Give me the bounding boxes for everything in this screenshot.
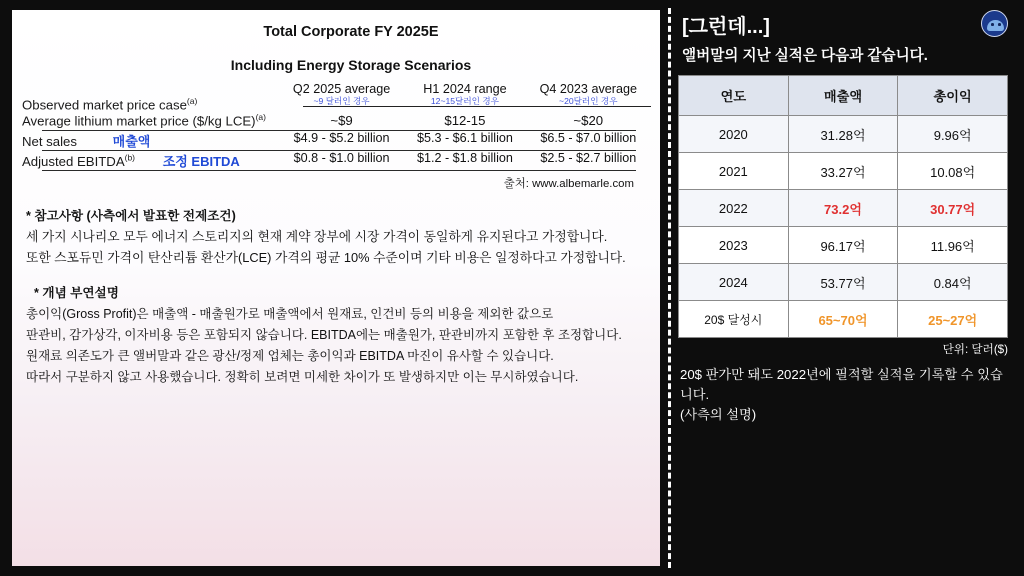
col-header-q4-2023: Q4 2023 average [539,82,637,96]
col-header-year: 연도 [679,76,789,116]
cell-note-q4: ~20달러인 경우 [559,96,618,106]
table-row [679,264,1008,301]
cell-year: 2023 [679,227,789,264]
avatar-icon [981,10,1008,37]
table-row-adjusted-ebitda [22,151,650,170]
avatar-face [987,20,1004,31]
right-footer-line-2: (사측의 설명) [680,406,757,422]
notes-line-3: 총이익(Gross Profit)은 매출액 - 매출원가로 매출액에서 원재료, 인건비 등의 비용을 제외한 값으로 [26,306,554,321]
cell-profit: 10.08억 [898,153,1008,190]
cell-year: 2022 [679,190,789,227]
cell-sales: 65~70억 [788,301,898,338]
row-label-observed-price: Observed market price case$^{(a)}$ [22,96,198,113]
table-row-observed-price [22,96,650,112]
cell-ebitda-h1: $1.2 - $1.8 billion [416,151,513,166]
cell-sales: 33.27억 [788,153,898,190]
avatar-eye-left [991,23,994,26]
table-row-net-sales [22,131,650,150]
row-label-adjusted-ebitda: Adjusted EBITDA$^{(b)}$ 조정 EBITDA [22,152,240,170]
cell-netsales-q2: $4.9 - $5.2 billion [293,131,390,146]
cell-year: 2024 [679,264,789,301]
table-title: Total Corporate FY 2025E [263,24,439,40]
cell-profit: 11.96억 [898,227,1008,264]
notes-section [12,195,660,387]
performance-table [678,75,1008,338]
cell-price-q4: ~$20 [573,113,604,129]
col-header-profit: 총이익 [898,76,1008,116]
vertical-dashed-divider [668,8,671,568]
table-subtitle: Including Energy Storage Scenarios [230,57,472,73]
cell-note-h1: 12~15달러인 경우 [430,96,499,106]
notes-line-4: 판관비, 감가상각, 이자비용 등은 포함되지 않습니다. EBITDA에는 매출원가, 판관비까지 포함한 후 조정합니다. [26,327,622,342]
table-row-avg-price [22,112,650,130]
row-label-adjusted-ebitda-kor: 조정 EBITDA [162,154,240,170]
cell-sales: 53.77억 [788,264,898,301]
cell-profit: 25~27억 [898,301,1008,338]
performance-table-header [679,76,1008,116]
cell-profit: 9.96억 [898,116,1008,153]
cell-ebitda-q4: $2.5 - $2.7 billion [540,151,637,166]
cell-ebitda-q2: $0.8 - $1.0 billion [293,151,390,166]
cell-netsales-h1: $5.3 - $6.1 billion [416,131,513,146]
cell-year: 2020 [679,116,789,153]
unit-label: 단위: 달러($) [942,343,1008,356]
right-subtitle: 앨버말의 지난 실적은 다음과 같습니다. [682,48,928,64]
col-header-q2-2025: Q2 2025 average [292,82,391,96]
table-row [679,153,1008,190]
right-footer [680,365,1012,424]
notes-head-1: * 참고사항 (사측에서 발표한 전제조건) [26,209,236,224]
cell-year: 2021 [679,153,789,190]
right-title: [그런데...] [682,16,770,38]
table-header-row [22,82,650,96]
row-label-avg-lithium-price: Average lithium market price ($/kg LCE)$^{(a)}$ [22,112,266,129]
table-row [679,227,1008,264]
cell-profit: 30.77억 [898,190,1008,227]
table-row [679,190,1008,227]
cell-sales: 96.17억 [788,227,898,264]
header-rule [303,106,651,107]
financial-table [22,82,650,171]
cell-price-h1: $12-15 [444,113,486,129]
financial-table-area [12,10,660,195]
cell-profit: 0.84억 [898,264,1008,301]
cell-year: 20$ 달성시 [679,301,789,338]
notes-head-2: * 개념 부연설명 [34,285,119,300]
right-panel [678,8,1012,568]
row-label-net-sales-kor: 매출액 [112,134,151,150]
table-row [679,301,1008,338]
notes-line-2: 또한 스포듀민 가격이 탄산리튬 환산가(LCE) 가격의 평균 10% 수준이며 기타 비용은 일정하다고 가정합니다. [26,249,626,265]
row-label-net-sales: Net sales 매출액 [22,134,151,150]
cell-netsales-q4: $6.5 - $7.0 billion [540,131,637,146]
cell-note-q2: ~9 달러인 경우 [313,96,370,106]
table-row [679,116,1008,153]
cell-price-q2: ~$9 [330,113,353,129]
avatar-eye-right [998,23,1001,26]
cell-sales: 73.2억 [788,190,898,227]
right-footer-line-1: 20$ 판가만 돼도 2022년에 필적할 실적을 기록할 수 있습니다. [680,367,1003,402]
notes-line-6: 따라서 구분하지 않고 사용했습니다. 정확히 보려면 미세한 차이가 또 발생하지만 이는 무시하였습니다. [26,369,579,384]
notes-line-5: 원재료 의존도가 큰 앨버말과 같은 광산/정제 업체는 총이익과 EBITDA 마진이 유사할 수 있습니다. [26,348,554,363]
col-header-h1-2024: H1 2024 range [423,82,507,96]
col-header-sales: 매출액 [788,76,898,116]
left-panel [12,10,660,566]
notes-line-1: 세 가지 시나리오 모두 에너지 스토리지의 현재 계약 장부에 시장 가격이 동일하게 유지된다고 가정합니다. [26,229,608,245]
cell-sales: 31.28억 [788,116,898,153]
source-note: 출처: www.albemarle.com [503,178,634,191]
